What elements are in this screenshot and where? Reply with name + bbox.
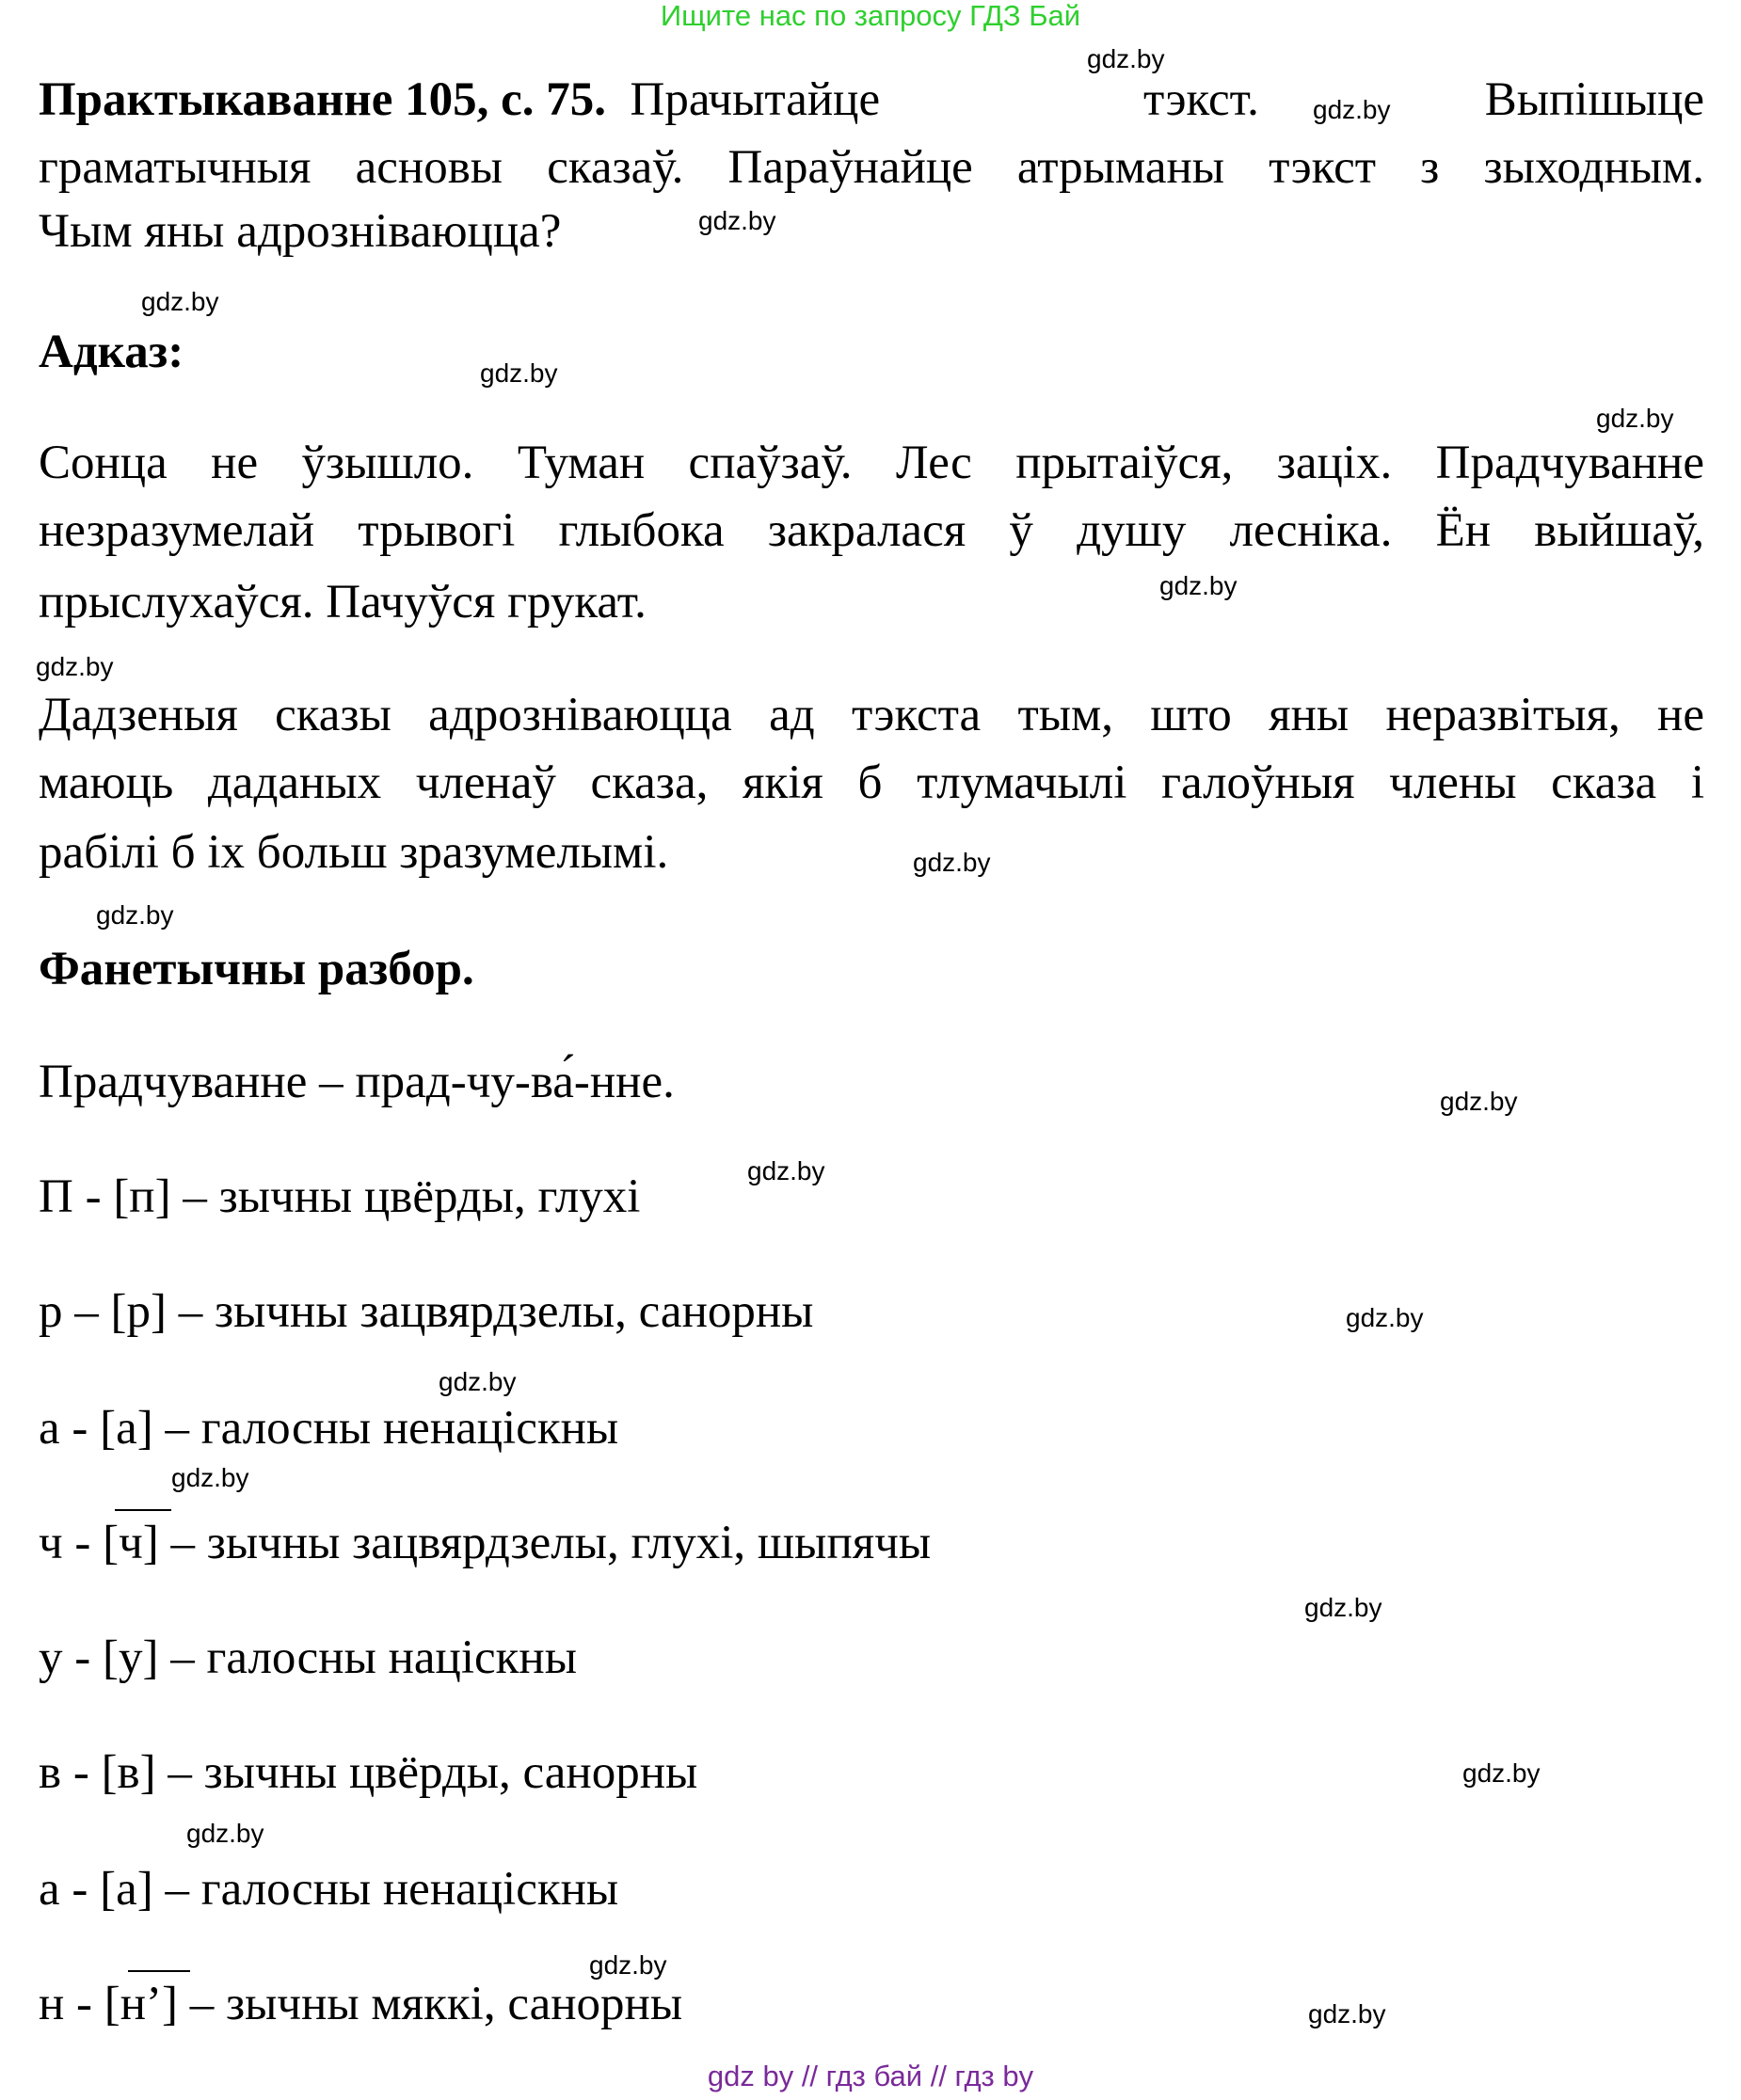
watermark: gdz.by (1462, 1758, 1541, 1788)
watermark: gdz.by (1159, 571, 1238, 600)
sound-row: ч - [ч] – зычны зацвярдзелы, глухі, шыпячы (39, 1517, 932, 1569)
sound-row: а - [а] – галосны ненаціскны (39, 1402, 619, 1455)
search-hint-link[interactable]: Ищите нас по запросу ГДЗ Бай (660, 0, 1081, 32)
watermark: gdz.by (1304, 1593, 1382, 1622)
task-text-a: Прачытайце (630, 73, 881, 126)
explanation-line-3: рабілі б іх больш зразумелымі. (39, 826, 669, 879)
watermark: gdz.by (1596, 404, 1674, 433)
answer-line-2: незразумелай трывогі глыбока закралася ў душу лесніка. Ён выйшаў, (39, 504, 1704, 557)
sound-row: н - [н’] – зычны мяккі, санорны (39, 1978, 683, 2030)
overbar-ch (115, 1509, 171, 1511)
watermark: gdz.by (913, 848, 991, 877)
word-syllables: Прадчуванне – прад-чу-ва́-нне. (39, 1056, 675, 1108)
task-title: Практыкаванне 105, с. 75. (39, 73, 606, 126)
watermark: gdz.by (1346, 1303, 1424, 1332)
watermark: gdz.by (747, 1156, 825, 1185)
answer-label: Адказ: (39, 326, 184, 378)
phonetic-heading: Фанетычны разбор. (39, 943, 474, 995)
watermark: gdz.by (698, 206, 776, 235)
task-text-c: Выпішыце (1484, 73, 1704, 126)
watermark: gdz.by (1440, 1087, 1518, 1116)
overbar-n (128, 1970, 190, 1972)
sound-row: П - [п] – зычны цвёрды, глухі (39, 1170, 641, 1223)
watermark: gdz.by (36, 652, 114, 681)
task-text-b: тэкст. (1143, 73, 1259, 126)
task-line-2: граматычныя асновы сказаў. Параўнайце атрыманы тэкст з зыходным. (39, 141, 1704, 194)
watermark: gdz.by (589, 1950, 667, 1980)
footer-links[interactable]: gdz by // гдз бай // гдз by (707, 2060, 1034, 2092)
watermark: gdz.by (171, 1463, 249, 1492)
sound-row: а - [а] – галосны ненаціскны (39, 1863, 619, 1916)
sound-row: р – [р] – зычны зацвярдзелы, санорны (39, 1285, 814, 1338)
sound-row: у - [у] – галосны націскны (39, 1631, 577, 1684)
task-line-3: Чым яны адрозніваюцца? (39, 205, 562, 258)
watermark: gdz.by (141, 287, 219, 316)
watermark: gdz.by (480, 358, 558, 388)
watermark: gdz.by (1313, 95, 1391, 124)
watermark: gdz.by (439, 1367, 517, 1396)
watermark: gdz.by (186, 1819, 264, 1848)
watermark: gdz.by (1308, 1999, 1386, 2028)
answer-line-3: прыслухаўся. Пачуўся грукат. (39, 576, 647, 628)
explanation-line-2: маюць даданых членаў сказа, якія б тлумачылі галоўныя члены сказа і (39, 756, 1704, 809)
explanation-line-1: Дадзеныя сказы адрозніваюцца ад тэкста тым, што яны неразвітыя, не (39, 689, 1704, 741)
answer-line-1: Сонца не ўзышло. Туман спаўзаў. Лес прытаіўся, заціх. Прадчуванне (39, 437, 1704, 489)
sound-row: в - [в] – зычны цвёрды, санорны (39, 1746, 698, 1799)
watermark: gdz.by (1087, 44, 1165, 73)
watermark: gdz.by (96, 900, 174, 930)
task-line-1 (39, 66, 1704, 134)
